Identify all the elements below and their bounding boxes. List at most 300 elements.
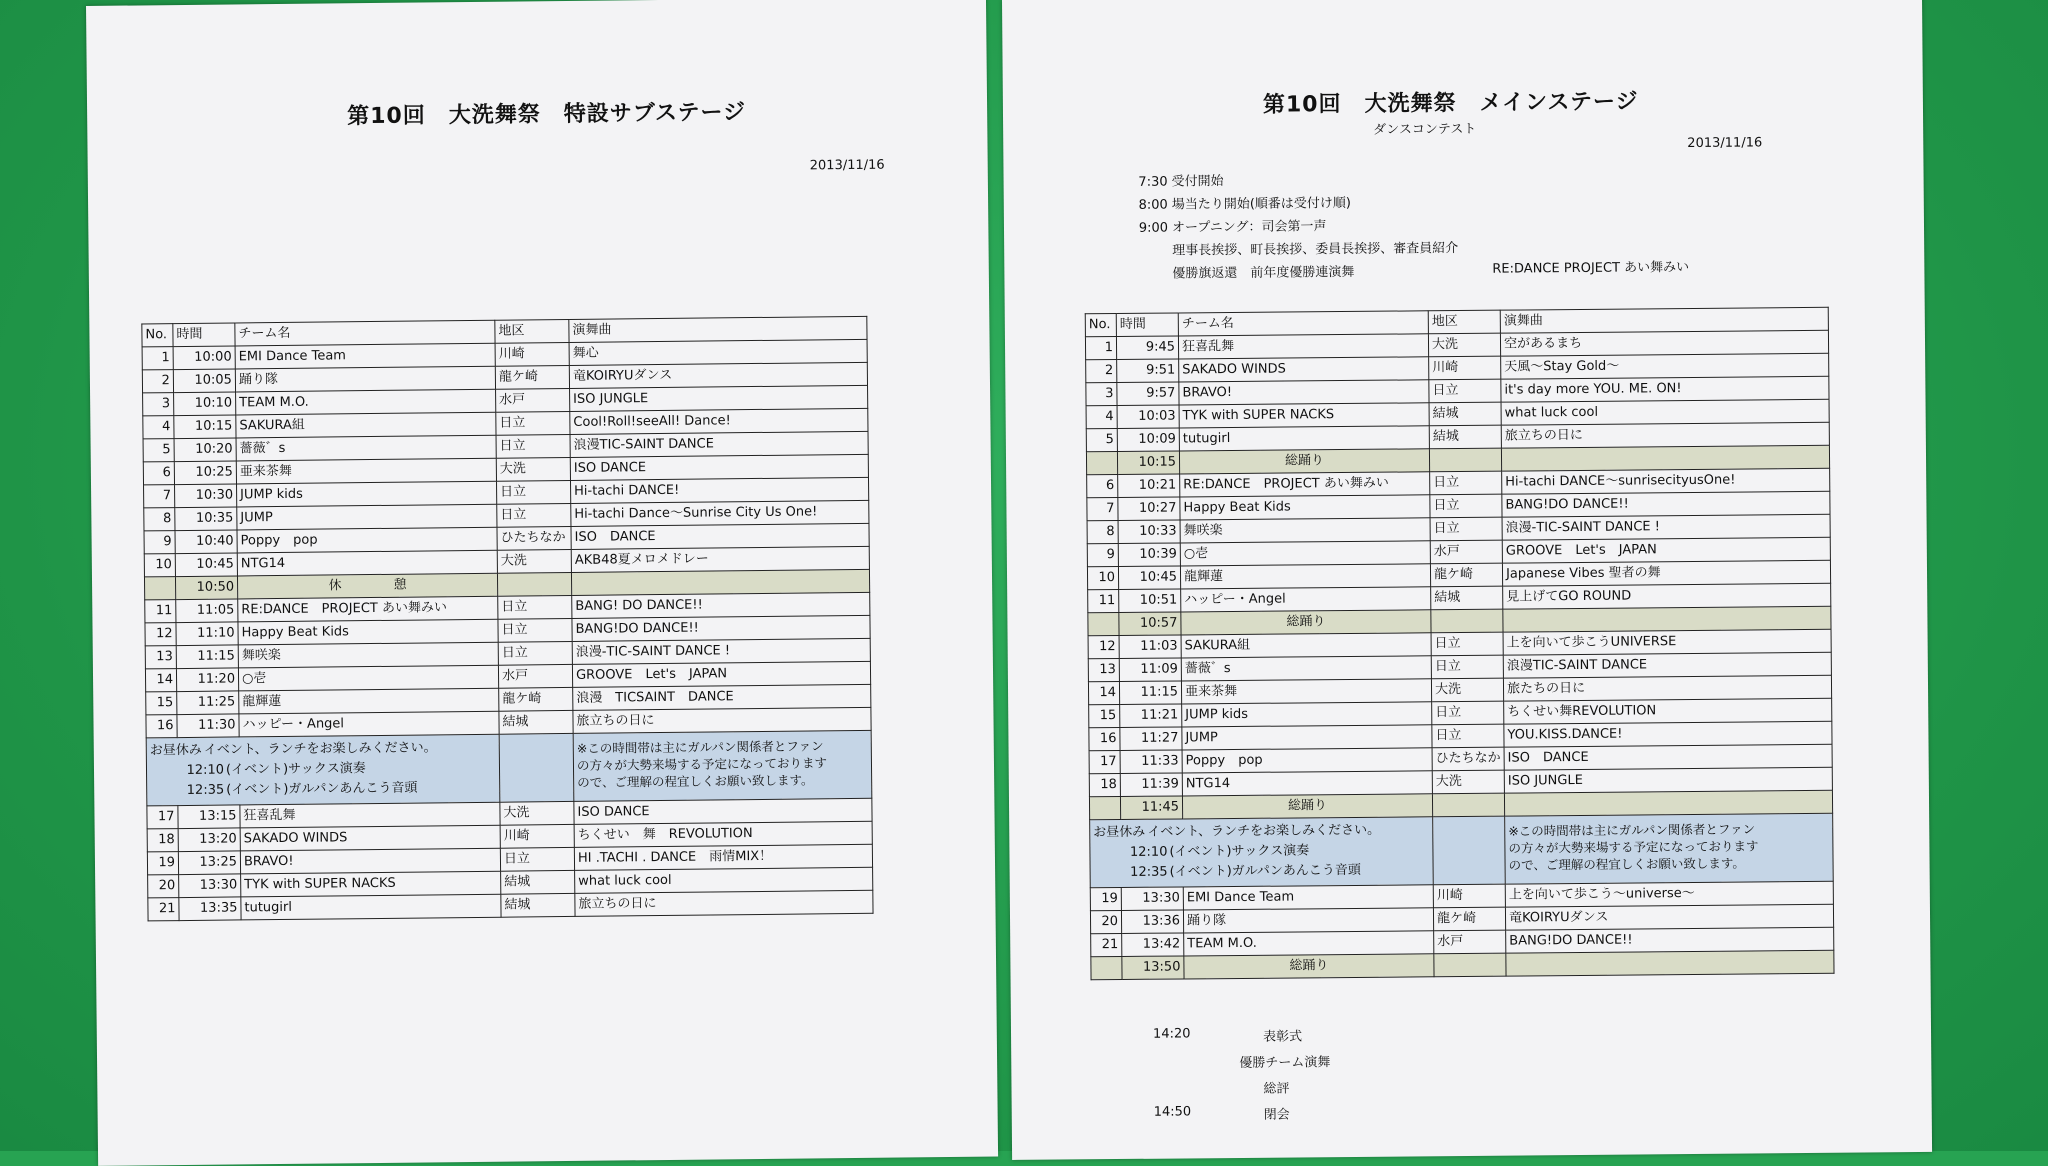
cell-song: it's day more YOU. ME. ON! [1501, 376, 1829, 402]
cell-area: 日立 [1430, 471, 1502, 495]
lunch-block [146, 734, 500, 806]
cell-no: 4 [1086, 406, 1117, 429]
note-line: の方々が大勢来場する予定になっております [577, 754, 868, 774]
note-line: ので、ご理解の程宜しくお願い致します。 [1509, 854, 1830, 874]
cell-time: 10:03 [1117, 405, 1179, 429]
cell-time: 10:10 [174, 392, 236, 416]
cell-time: 10:50 [175, 576, 237, 600]
cell-no: 6 [143, 462, 174, 485]
program-line [1134, 215, 1327, 236]
cell-team: tutugirl [241, 894, 501, 920]
lunch-time: 12:35 [1094, 863, 1168, 884]
cell-song: Japanese Vibes 聖者の舞 [1502, 560, 1830, 586]
cell-song: 上を向いて歩こうUNIVERSE [1503, 629, 1831, 655]
cell-team: NTG14 [237, 550, 497, 576]
cell-area: 大洗 [1431, 678, 1503, 702]
cell-team: SAKURA組 [236, 412, 496, 438]
cell-time: 11:09 [1119, 658, 1181, 682]
cell-area: 水戸 [1430, 540, 1502, 564]
cell-song: BANG!DO DANCE!! [572, 615, 870, 641]
lunch-block [1090, 817, 1434, 888]
cell-area: 龍ケ崎 [1433, 907, 1505, 931]
cell-team: SAKADO WINDS [240, 825, 500, 851]
cell-song: Cool!Roll!seeAll! Dance! [570, 408, 868, 434]
main-stage-schedule-sheet [1002, 0, 1932, 1160]
cell-time: 11:45 [1120, 796, 1182, 820]
cell-team: TYK with SUPER NACKS [241, 871, 501, 897]
cell-song [1501, 445, 1829, 471]
cell-time: 9:51 [1117, 359, 1179, 383]
cell-song: 旅立ちの日に [573, 707, 871, 733]
cell-time: 10:05 [173, 369, 235, 393]
cell-time: 10:15 [1117, 451, 1179, 475]
cell-no: 14 [145, 669, 176, 692]
cell-no: 17 [147, 806, 178, 829]
cell-team: 踊り隊 [235, 366, 495, 392]
cell-area: 結城 [501, 893, 575, 917]
break-label: 総踊り [1184, 954, 1434, 979]
cell-no: 4 [143, 416, 174, 439]
cell-team: EMI Dance Team [235, 343, 495, 369]
closing-text: 表彰式 [1263, 1025, 1302, 1044]
cell-time: 10:51 [1119, 589, 1181, 613]
cell-area: 水戸 [498, 664, 572, 688]
cell-song: BANG! DO DANCE!! [572, 592, 870, 618]
cell-song [1503, 606, 1831, 632]
cell-team: 亜来茶舞 [1181, 679, 1431, 704]
cell-time: 10:21 [1118, 474, 1180, 498]
cell-area [1433, 816, 1506, 885]
cell-song: 旅立ちの日に [1501, 422, 1829, 448]
cell-team: 狂喜乱舞 [240, 802, 500, 828]
cell-time: 13:42 [1122, 933, 1184, 957]
cell-song: 舞心 [569, 339, 867, 365]
cell-time: 11:15 [176, 645, 238, 669]
cell-area: 川崎 [500, 824, 574, 848]
cell-area: ひたちなか [497, 526, 571, 550]
cell-song: 旅たちの日に [1503, 675, 1831, 701]
cell-team: TYK with SUPER NACKS [1179, 403, 1429, 428]
cell-time: 11:27 [1120, 727, 1182, 751]
cell-area: 水戸 [1434, 930, 1506, 954]
cell-team: tutugirl [1179, 426, 1429, 451]
date: 2013/11/16 [810, 158, 885, 174]
cell-time: 11:33 [1120, 750, 1182, 774]
cell-song: what luck cool [575, 867, 873, 893]
cell-area: 日立 [498, 641, 572, 665]
cell-no: 13 [1088, 659, 1119, 682]
header-no: No. [1085, 314, 1116, 337]
cell-no: 19 [147, 852, 178, 875]
cell-no: 1 [142, 347, 173, 370]
cell-area: 結城 [501, 870, 575, 894]
page-title: 第10回 大洗舞祭 特設サブステージ [347, 95, 746, 130]
cell-song [571, 569, 869, 595]
break-label: 総踊り [1179, 449, 1429, 474]
cell-team: EMI Dance Team [1183, 885, 1433, 910]
cell-area: 日立 [1429, 379, 1501, 403]
cell-area: 日立 [497, 503, 571, 527]
cell-no: 18 [147, 829, 178, 852]
cell-time: 10:35 [175, 507, 237, 531]
cell-team: 踊り隊 [1183, 908, 1433, 933]
schedule-table [1085, 307, 1835, 980]
cell-time: 11:15 [1119, 681, 1181, 705]
program-time: 7:30 [1134, 175, 1168, 190]
closing-text: 閉会 [1264, 1104, 1290, 1123]
cell-team: Happy Beat Kids [238, 619, 498, 645]
cell-no [1091, 956, 1122, 979]
lunch-row [146, 730, 872, 806]
cell-area: 日立 [498, 595, 572, 619]
header-area: 地区 [1428, 310, 1500, 334]
program-line [1134, 261, 1354, 282]
lunch-intro [1093, 820, 1429, 843]
cell-time: 10:57 [1119, 612, 1181, 636]
cell-no: 12 [1088, 636, 1119, 659]
lunch-event: (イベント)ガルパンあんこう音頭 [226, 781, 417, 798]
cell-no: 7 [144, 485, 175, 508]
cell-song: 旅立ちの日に [575, 890, 873, 916]
cell-team: 薔薇゛s [236, 435, 496, 461]
cell-no [1089, 796, 1120, 819]
cell-area: 日立 [1432, 724, 1504, 748]
cell-time: 11:20 [176, 668, 238, 692]
cell-area: 日立 [1432, 701, 1504, 725]
cell-song: GROOVE Let's JAPAN [572, 661, 870, 687]
lunch-time: 12:10 [1093, 843, 1167, 864]
cell-song: ISO JUNGLE [570, 385, 868, 411]
header-song: 演舞曲 [569, 316, 867, 342]
cell-no: 11 [1088, 590, 1119, 613]
cell-song: 浪漫-TIC-SAINT DANCE ! [572, 638, 870, 664]
cell-area: 日立 [1431, 655, 1503, 679]
cell-area [499, 733, 574, 802]
cell-no: 9 [1087, 544, 1118, 567]
cell-song: 浪漫-TIC-SAINT DANCE ! [1502, 514, 1830, 540]
cell-song: ISO JUNGLE [1504, 767, 1832, 793]
note-line: ※この時間帯は主にガルパン関係者とファン [577, 737, 868, 757]
cell-team: TEAM M.O. [1184, 931, 1434, 956]
program-time: 9:00 [1134, 221, 1168, 236]
cell-no: 10 [1087, 567, 1118, 590]
cell-area: ひたちなか [1432, 747, 1504, 771]
cell-area: 結城 [1429, 425, 1501, 449]
cell-time: 10:00 [173, 346, 235, 370]
cell-song: 竜KOIRYUダンス [569, 362, 867, 388]
closing-time: 14:50 [1154, 1104, 1192, 1119]
cell-time: 11:30 [177, 714, 239, 738]
lunch-event: (イベント)ガルパンあんこう音頭 [1170, 863, 1361, 880]
cell-area: 日立 [498, 618, 572, 642]
closing-text: 優勝チーム演舞 [1239, 1051, 1330, 1071]
cell-song: 浪漫TIC-SAINT DANCE [570, 431, 868, 457]
cell-area: 大洗 [1428, 333, 1500, 357]
break-label: 休 憩 [237, 573, 497, 599]
cell-no: 8 [1087, 521, 1118, 544]
cell-team: RE:DANCE PROJECT あい舞みい [1180, 472, 1430, 497]
cell-song: 空があるまち [1500, 330, 1828, 356]
cell-no: 1 [1085, 337, 1116, 360]
cell-time: 10:15 [174, 415, 236, 439]
cell-song: ちくせい 舞 REVOLUTION [574, 821, 872, 847]
cell-team: JUMP [1182, 725, 1432, 750]
lunch-note [573, 730, 872, 801]
cell-team: TEAM M.O. [236, 389, 496, 415]
cell-team: JUMP kids [237, 481, 497, 507]
lunch-time: 12:35 [150, 781, 224, 802]
program-line [1134, 237, 1458, 259]
program-text: オープニング：司会第一声 [1172, 215, 1327, 235]
program-line [1134, 192, 1351, 213]
cell-area: 日立 [1431, 632, 1503, 656]
cell-area: 日立 [1430, 517, 1502, 541]
cell-song: ISO DANCE [571, 523, 869, 549]
sub-stage-schedule-sheet [86, 0, 998, 1166]
cell-area: 日立 [500, 847, 574, 871]
cell-team: SAKADO WINDS [1179, 357, 1429, 382]
cell-no: 18 [1089, 773, 1120, 796]
cell-song [1504, 790, 1832, 816]
cell-no: 2 [1086, 360, 1117, 383]
cell-no: 6 [1087, 475, 1118, 498]
cell-area: 龍ケ崎 [499, 687, 573, 711]
date: 2013/11/16 [1687, 135, 1762, 151]
cell-song: 浪漫 TICSAINT DANCE [573, 684, 871, 710]
cell-area: 水戸 [496, 388, 570, 412]
cell-team: 龍輝蓮 [239, 688, 499, 714]
cell-team: Poppy pop [1182, 748, 1432, 773]
cell-team: BRAVO! [240, 848, 500, 874]
cell-time: 11:03 [1119, 635, 1181, 659]
cell-no: 15 [146, 692, 177, 715]
cell-team: 薔薇゛s [1181, 656, 1431, 681]
cell-no: 5 [143, 439, 174, 462]
cell-song: 見上げてGO ROUND [1503, 583, 1831, 609]
cell-time: 11:25 [177, 691, 239, 715]
lunch-event-ondo [150, 778, 496, 802]
cell-no [1086, 452, 1117, 475]
cell-team: 舞咲楽 [238, 642, 498, 668]
header-team: チーム名 [1178, 311, 1428, 336]
lunch-event: (イベント)サックス演奏 [1169, 843, 1309, 859]
cell-no: 17 [1089, 750, 1120, 773]
cell-no: 16 [1089, 727, 1120, 750]
cell-no [1088, 613, 1119, 636]
cell-area: 龍ケ崎 [1430, 563, 1502, 587]
cell-song: what luck cool [1501, 399, 1829, 425]
cell-song: Hi-tachi Dance～Sunrise City Us One! [571, 500, 869, 526]
cell-time: 10:45 [1118, 566, 1180, 590]
cell-time: 10:30 [175, 484, 237, 508]
cell-no: 13 [145, 646, 176, 669]
cell-no: 9 [144, 531, 175, 554]
cell-time: 13:30 [179, 874, 241, 898]
cell-time: 10:40 [175, 530, 237, 554]
schedule-table [141, 316, 873, 922]
program-line [1133, 170, 1223, 190]
cell-area: 日立 [496, 434, 570, 458]
header-time: 時間 [173, 323, 235, 347]
cell-song: AKB48夏メロメドレー [571, 546, 869, 572]
cell-area [1431, 609, 1503, 633]
cell-team: 龍輝蓮 [1180, 564, 1430, 589]
cell-song: HI .TACHI . DANCE 雨情MIX！ [574, 844, 872, 870]
cell-area: 日立 [496, 411, 570, 435]
cell-no: 15 [1089, 705, 1120, 728]
note-line: の方々が大勢来場する予定になっております [1508, 837, 1829, 857]
cell-team: ○壱 [238, 665, 498, 691]
cell-no: 3 [143, 393, 174, 416]
cell-team: 舞咲楽 [1180, 518, 1430, 543]
cell-team: Happy Beat Kids [1180, 495, 1430, 520]
page-title: 第10回 大洗舞祭 メインステージ [1263, 84, 1639, 118]
cell-area: 結城 [1431, 586, 1503, 610]
cell-no: 7 [1087, 498, 1118, 521]
cell-song: 上を向いて歩こう～universe～ [1505, 881, 1833, 907]
header-song: 演舞曲 [1500, 307, 1828, 333]
header-team: チーム名 [235, 320, 495, 346]
cell-area [1434, 953, 1506, 977]
cell-song: YOU.KISS.DANCE! [1504, 721, 1832, 747]
cell-time: 10:25 [174, 461, 236, 485]
cell-team: ○壱 [1180, 541, 1430, 566]
cell-team: 狂喜乱舞 [1178, 334, 1428, 359]
header-no: No. [142, 324, 173, 347]
cell-song: GROOVE Let's JAPAN [1502, 537, 1830, 563]
cell-area [497, 572, 571, 596]
cell-time: 10:20 [174, 438, 236, 462]
cell-no: 16 [146, 715, 177, 738]
cell-time: 13:20 [178, 828, 240, 852]
lunch-label: お昼休み [150, 743, 202, 759]
cell-area: 日立 [1430, 494, 1502, 518]
cell-song: BANG!DO DANCE!! [1506, 927, 1834, 953]
cell-team: 亜来茶舞 [236, 458, 496, 484]
cell-area: 結城 [1429, 402, 1501, 426]
cell-song: 竜KOIRYUダンス [1505, 904, 1833, 930]
lunch-label: お昼休み [1093, 825, 1145, 840]
closing-text: 総評 [1263, 1078, 1289, 1097]
cell-area: 龍ケ崎 [495, 365, 569, 389]
cell-no: 2 [142, 370, 173, 393]
cell-team: RE:DANCE PROJECT あい舞みい [238, 596, 498, 622]
cell-song: ISO DANCE [574, 798, 872, 824]
cell-time: 13:36 [1121, 910, 1183, 934]
cell-time: 11:39 [1120, 773, 1182, 797]
header-area: 地区 [495, 319, 569, 343]
cell-time: 13:25 [178, 851, 240, 875]
cell-area: 大洗 [1432, 770, 1504, 794]
cell-time: 10:09 [1117, 428, 1179, 452]
cell-no: 19 [1090, 887, 1121, 910]
cell-team: ハッピー・Angel [239, 711, 499, 737]
cell-no: 20 [148, 875, 179, 898]
cell-no: 20 [1090, 910, 1121, 933]
cell-team: Poppy pop [237, 527, 497, 553]
cell-no: 5 [1086, 429, 1117, 452]
program-text: 優勝旗返還 前年度優勝連演舞 [1172, 261, 1354, 282]
cell-area: 川崎 [1433, 884, 1505, 908]
cell-no: 8 [144, 508, 175, 531]
cell-area [1432, 793, 1504, 817]
cell-area: 大洗 [496, 457, 570, 481]
cell-area: 日立 [496, 480, 570, 504]
cell-area: 川崎 [1429, 356, 1501, 380]
cell-time: 13:50 [1122, 956, 1184, 980]
cell-song: ISO DANCE [1504, 744, 1832, 770]
cell-time: 10:45 [175, 553, 237, 577]
cell-time: 9:45 [1116, 336, 1178, 360]
cell-time: 9:57 [1117, 382, 1179, 406]
cell-no: 14 [1088, 682, 1119, 705]
cell-area [1429, 448, 1501, 472]
cell-team: BRAVO! [1179, 380, 1429, 405]
program-time: 8:00 [1134, 198, 1168, 213]
cell-time: 11:05 [176, 599, 238, 623]
cell-area: 大洗 [497, 549, 571, 573]
cell-team: SAKURA組 [1181, 633, 1431, 658]
cell-no: 11 [145, 600, 176, 623]
cell-song: Hi-tachi DANCE! [570, 477, 868, 503]
lunch-note [1505, 813, 1834, 884]
cell-time: 13:35 [179, 897, 241, 921]
cell-song: Hi-tachi DANCE～sunrisecityusOne! [1502, 468, 1830, 494]
cell-song: 天風～Stay Gold～ [1501, 353, 1829, 379]
cell-no [144, 577, 175, 600]
lunch-event: (イベント)サックス演奏 [226, 761, 366, 777]
cell-song: ちくせい舞REVOLUTION [1504, 698, 1832, 724]
note-line: ので、ご理解の程宜しくお願い致します。 [577, 771, 868, 791]
lunch-row [1090, 813, 1834, 887]
cell-time: 13:15 [178, 805, 240, 829]
break-label: 総踊り [1181, 610, 1431, 635]
program-text: 場当たり開始(順番は受付け順) [1172, 192, 1351, 213]
lunch-time: 12:10 [150, 761, 224, 782]
cell-song: BANG!DO DANCE!! [1502, 491, 1830, 517]
cell-no: 21 [1091, 933, 1122, 956]
cell-team: NTG14 [1182, 771, 1432, 796]
cell-no: 12 [145, 623, 176, 646]
note-line: ※この時間帯は主にガルパン関係者とファン [1508, 820, 1829, 840]
champion-team: RE:DANCE PROJECT あい舞みい [1492, 256, 1689, 277]
program-text: 理事長挨拶、町長挨拶、委員長挨拶、審査員紹介 [1172, 237, 1458, 258]
cell-team: JUMP [237, 504, 497, 530]
cell-no: 3 [1086, 383, 1117, 406]
cell-no: 21 [148, 898, 179, 921]
lunch-text: イベント、ランチをお楽しみください。 [1147, 823, 1380, 840]
lunch-text: イベント、ランチをお楽しみください。 [204, 740, 437, 757]
cell-no: 10 [144, 554, 175, 577]
cell-area: 結城 [499, 710, 573, 734]
lunch-event-ondo [1094, 860, 1430, 883]
cell-time: 11:10 [176, 622, 238, 646]
break-label: 総踊り [1182, 794, 1432, 819]
cell-area: 大洗 [500, 801, 574, 825]
program-text: 受付開始 [1171, 170, 1223, 189]
cell-song: ISO DANCE [570, 454, 868, 480]
cell-team: ハッピー・Angel [1181, 587, 1431, 612]
header-time: 時間 [1116, 313, 1178, 337]
cell-time: 11:21 [1120, 704, 1182, 728]
cell-area: 川崎 [495, 342, 569, 366]
cell-time: 10:39 [1118, 543, 1180, 567]
cell-time: 10:33 [1118, 520, 1180, 544]
cell-song [1506, 950, 1834, 976]
closing-time: 14:20 [1153, 1026, 1191, 1041]
cell-time: 10:27 [1118, 497, 1180, 521]
cell-team: JUMP kids [1182, 702, 1432, 727]
